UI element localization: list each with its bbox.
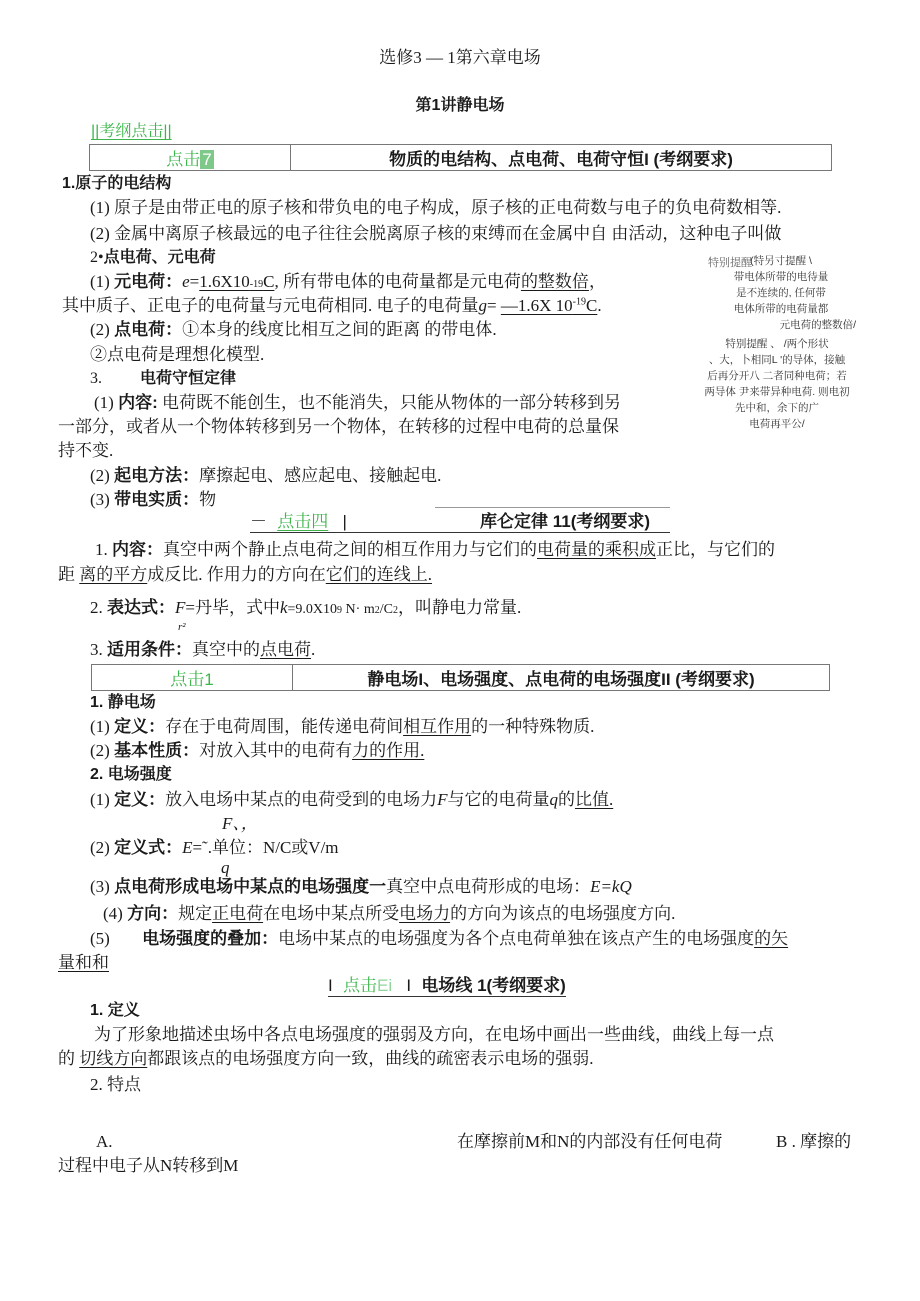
kp1-left-cell <box>90 145 291 171</box>
item-label: 内容： <box>112 540 163 559</box>
section-2-p1 <box>90 272 606 292</box>
section-2-p3: ②点电荷是理想化模型. <box>90 345 265 364</box>
kp1-label[interactable]: 点击 <box>166 150 201 169</box>
item-label: 定义： <box>114 717 166 736</box>
item-num: 1. <box>95 540 108 559</box>
text: ，叫静电力常量. <box>397 598 522 617</box>
text: 与它的电荷量 <box>447 790 550 809</box>
text: 真空中两个静止点电荷之间的相互作用力与它们的 <box>163 540 537 559</box>
note-line: 后再分开八 二者同种电荷；若 <box>707 370 847 382</box>
field-p7 <box>90 929 788 949</box>
text: 的一种特殊物质. <box>471 717 595 736</box>
field-p3 <box>90 790 613 810</box>
item-num: (1) <box>90 272 110 291</box>
section-3-p1-line2: 一部分，或者从一个物体转移到另一个物体，在转移的过程中电荷的总量保 <box>58 417 619 436</box>
underlined-term: 切线方向 <box>79 1049 148 1068</box>
field-p2 <box>90 741 424 761</box>
note-line: 元电荷的整数倍/ <box>779 319 856 331</box>
item-num: 3. <box>90 640 103 659</box>
symbol-g: g <box>478 296 487 315</box>
symbol-q: q <box>549 790 558 809</box>
subscript: 2 <box>374 605 380 616</box>
item-label: 起电方法： <box>114 466 200 485</box>
text: 电荷既不能创生，也不能消失，只能从物体的一部分转移到另 <box>157 393 621 412</box>
chapter-title: 选修3 — 1第六章电场 <box>379 48 541 67</box>
item-label: 定义式： <box>114 838 183 857</box>
lines-p1-line1: 为了形象地描述虫场中各点电场强度的强弱及方向，在电场中画出一些曲线，曲线上每一点 <box>94 1025 774 1044</box>
item-label: 电场强度的叠加： <box>142 929 279 948</box>
item-num: (2) <box>90 466 110 485</box>
item-num: (3) <box>90 877 110 896</box>
symbol-F: F <box>437 790 448 809</box>
field-p7b: 量和和 <box>58 953 109 972</box>
text: ①本身的线度比相互之间的距离 的带电体. <box>182 320 497 339</box>
kp1-title: 物质的电结构、点电荷、电荷守恒I (考纲要求) <box>291 145 832 171</box>
field-heading-1: 1. 静电场 <box>90 694 156 711</box>
side-note-1 <box>706 253 856 333</box>
underlined-term: 离的平方 <box>79 565 148 584</box>
underlined-term: 它们的连线上. <box>325 565 432 584</box>
frac-top: F、， <box>222 814 258 833</box>
section-label[interactable]: ||考纲点击|| <box>91 123 172 140</box>
underlined-term: 的矢 <box>754 929 789 948</box>
item-label: 基本性质： <box>114 741 200 760</box>
kp4-title: 电场线 1(考纲要求) <box>421 976 566 995</box>
field-p6 <box>103 904 675 924</box>
item-num: (2) <box>90 838 110 857</box>
section-3-num: 3. <box>90 370 102 387</box>
underlined-term: 相互作用 <box>403 717 472 736</box>
lines-heading-2: 2. 特点 <box>90 1075 141 1094</box>
knowledge-point-4 <box>328 976 566 997</box>
section-3-p2 <box>90 466 441 486</box>
text: =˜.单位：N/C或V/m <box>192 838 339 857</box>
text: 正比，与它们的 <box>656 540 775 559</box>
side-note-2 <box>693 336 861 432</box>
item-num: (2) <box>90 741 110 760</box>
blank-line <box>435 507 670 508</box>
punct: ， <box>588 272 606 291</box>
coulomb-p3 <box>90 640 315 660</box>
item-label: 适用条件： <box>107 640 192 659</box>
side-note-1-overlay: 特别提醒 <box>708 257 752 269</box>
field-p1 <box>90 717 594 737</box>
text: 的方向为该点的电场强度方向. <box>450 904 676 923</box>
electron-charge-value: —1.6X $10^{-19}C$ <box>500 296 598 315</box>
note-line: 两导体 尹来带异种电荷. 则电初 <box>704 386 850 398</box>
text: =丹毕，式中 <box>185 598 280 617</box>
text: /C <box>379 602 393 617</box>
kp2-label[interactable]: 点击四 <box>277 512 329 531</box>
item-num: (1) <box>90 717 110 736</box>
field-p5 <box>90 877 632 897</box>
knowledge-point-table-1 <box>89 144 832 171</box>
text: 摩擦起电、感应起电、接触起电. <box>199 466 442 485</box>
underlined-term: 比值. <box>574 790 614 809</box>
frac-bottom: q <box>221 858 230 877</box>
subscript: 2 <box>392 605 398 616</box>
item-label: 点电荷： <box>114 320 183 339</box>
elementary-charge-value: 1.6X10-19C <box>199 272 275 291</box>
kp4-bar: I <box>406 976 412 995</box>
kp2-prefix: － <box>250 512 267 531</box>
text: 真空中点电荷形成的电场： <box>386 877 591 896</box>
kp2-bar: | <box>342 512 347 531</box>
item-label: 内容: <box>118 393 158 412</box>
section-1-p1: (1) 原子是由带正电的原子核和带负电的电子构成，原子核的正电荷数与电子的负电荷数相等. <box>90 198 782 217</box>
text: 成反比. 作用力的方向在 <box>147 565 326 584</box>
note-line: 特别提醒 、 /两个形状 <box>725 338 829 350</box>
field-heading-2: 2. 电场强度 <box>90 766 172 783</box>
punct: . <box>597 296 602 315</box>
note-line: 先中和，余下的广 <box>735 402 819 414</box>
item-label: 表达式： <box>107 598 175 617</box>
section-1-p2: (2) 金属中离原子核最远的电子往往会脱离原子核的束缚而在金属中自 由活动，这种电子叫做 <box>90 224 782 243</box>
knowledge-point-table-3 <box>91 664 830 691</box>
item-label: 点电荷形成电场中某点的电场强度一 <box>114 877 387 896</box>
text: 放入电场中某点的电荷受到的电场力 <box>165 790 438 809</box>
item-num: (4) <box>103 904 123 923</box>
equals: = <box>487 296 501 315</box>
punct: . <box>311 640 316 659</box>
section-3-p3 <box>90 490 216 510</box>
lines-heading-1: 1. 定义 <box>90 1002 140 1019</box>
text: 其中质子、正电子的电荷量与元电荷相同. 电子的电荷量 <box>62 296 479 315</box>
text: 对放入其中的电荷有 <box>199 741 353 760</box>
field-p4 <box>90 838 339 858</box>
kp3-title: 静电场I、电场强度、点电荷的电场强度II (考纲要求) <box>293 665 830 691</box>
text: 规定 <box>178 904 213 923</box>
symbol-F: F <box>175 598 186 617</box>
text: , 所有带电体的电荷量都是元电荷 <box>274 272 521 291</box>
kp4-bar: I <box>328 976 333 995</box>
section-3-p1-line3: 持不变. <box>58 441 114 460</box>
underlined-term: 电荷量的乘积成 <box>537 540 656 559</box>
item-label: 方向： <box>127 904 179 923</box>
text: 的 <box>557 790 575 809</box>
section-1-heading: 1.原子的电结构 <box>62 175 172 192</box>
kp2-title: 库仑定律 11(考纲要求) <box>480 512 651 531</box>
text: 电场中某点的电场强度为各个点电荷单独在该点产生的电场强度 <box>278 929 755 948</box>
kp1-number: 7 <box>202 150 212 169</box>
underlined-term: 力的作用. <box>352 741 425 760</box>
coulomb-p1 <box>95 540 775 560</box>
formula: E=kQ <box>590 877 632 896</box>
item-label: 带电实质： <box>114 490 200 509</box>
knowledge-point-2 <box>250 512 670 533</box>
underlined-term: 正电荷 <box>212 904 264 923</box>
item-num: (1) <box>90 790 110 809</box>
symbol-e: e <box>182 272 190 291</box>
kp4-label[interactable]: 点击 <box>342 976 377 995</box>
coulomb-p2 <box>90 598 521 619</box>
lecture-title: 第1讲静电场 <box>415 97 505 114</box>
equals: = <box>189 272 200 291</box>
note-line: 是不连续的, 任何带 <box>736 287 826 299</box>
text: =9.0X10 <box>287 602 338 617</box>
text: 真空中的 <box>192 640 260 659</box>
section-3-heading <box>90 369 236 388</box>
coulomb-p1b <box>58 565 432 585</box>
note-line: 、大，卜相同L '的导体，接触 <box>708 354 846 366</box>
option-b-label[interactable]: B . 摩擦的 <box>776 1132 852 1151</box>
option-a-label[interactable]: A. <box>96 1132 113 1151</box>
coulomb-r-squared: r² <box>178 621 186 633</box>
item-label: 元电荷： <box>114 272 183 291</box>
text: 都跟该点的电场强度方向一致，曲线的疏密表示电场的强弱. <box>147 1049 594 1068</box>
item-num: (2) <box>90 320 110 339</box>
kp4-label-suffix: Ei <box>376 976 393 995</box>
symbol-E: E <box>182 838 193 857</box>
kp3-left-cell <box>92 665 293 691</box>
symbol-k: k <box>279 598 288 617</box>
note-line: 带电体所带的电待量 <box>733 271 829 283</box>
section-2-num: 2• <box>90 249 104 266</box>
text: 存在于电荷周围，能传递电荷间 <box>165 717 404 736</box>
option-a-text: 在摩擦前M和N的内部没有任何电荷 <box>457 1132 723 1151</box>
note-line: 电体所带的电荷量都 <box>733 303 829 315</box>
subscript: 9 <box>337 605 343 616</box>
section-2-heading <box>90 248 216 267</box>
underlined-term: 电场力 <box>399 904 451 923</box>
item-num: (1) <box>94 393 114 412</box>
item-num: 2. <box>90 598 103 617</box>
section-2-title: 点电荷、元电荷 <box>103 249 216 266</box>
item-num: (5) <box>90 929 110 948</box>
section-3-p1-line1 <box>94 393 621 413</box>
option-b-text: 过程中电子从N转移到M <box>58 1156 239 1175</box>
item-label: 定义： <box>114 790 166 809</box>
underlined-term: 的整数倍 <box>520 272 589 291</box>
section-2-p1b <box>62 296 602 316</box>
section-3-title: 电荷守恒定律 <box>140 370 237 387</box>
text: N· m <box>342 602 375 617</box>
section-2-p2 <box>90 320 497 340</box>
text: 的 <box>58 1049 80 1068</box>
kp3-label[interactable]: 点击1 <box>170 670 214 689</box>
note-line: (特另寸提醒 \ <box>750 255 812 267</box>
underlined-term: 点电荷 <box>260 640 311 659</box>
text: 在电场中某点所受 <box>263 904 400 923</box>
lines-p1-line2 <box>58 1049 594 1069</box>
note-line: 电荷再平公/ <box>749 418 805 430</box>
item-num: (3) <box>90 490 110 509</box>
text: 距 <box>58 565 80 584</box>
text: 物 <box>199 490 217 509</box>
